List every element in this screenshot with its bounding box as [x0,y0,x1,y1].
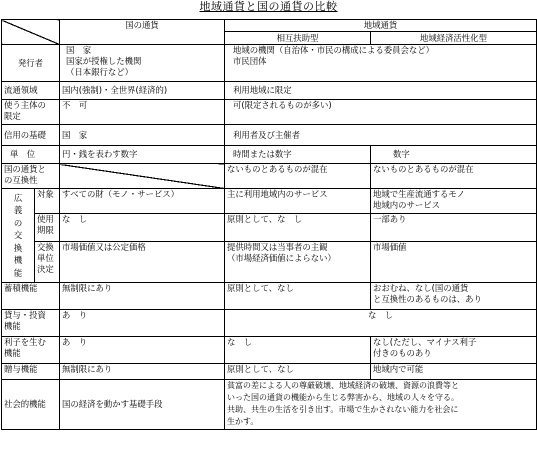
gift-national: 無制限にあり [60,364,225,380]
row-label-target: 対象 [35,189,60,214]
row-label-subject: 使う主体の 限定 [2,100,60,125]
trust-national: 国 家 [60,125,225,146]
target-national: すべての財（モノ・サービス） [60,189,225,214]
unit-national: 円・銭を表わす数字 [60,146,225,164]
period-mutual-aid: 原則として、な し [225,214,371,242]
exchangeability-national-na [60,164,225,189]
trust-local: 利用者及び主催者 [225,125,537,146]
row-label-circulation: 流通領域 [2,82,60,100]
row-label-storage: 蓄積機能 [2,283,60,310]
header-national: 国の通貨 [60,20,225,45]
circulation-local: 利用地域に限定 [225,82,537,100]
decision-national: 市場価値又は公定価格 [60,242,225,283]
interest-mutual-aid: な し [225,337,371,364]
storage-national: 無制限にあり [60,283,225,310]
loan-national: あ り [60,310,225,337]
circulation-national: 国内(強制)・全世界(経済的) [60,82,225,100]
storage-economic: おおむね、なし(国の通貨 と互換性のあるものは、あり [371,283,537,310]
header-local: 地域通貨 [225,20,537,32]
row-label-unit: 単 位 [2,146,60,164]
period-economic: 一部あり [371,214,537,242]
period-national: な し [60,214,225,242]
unit-mutual-aid: 時間または数字 [225,146,371,164]
header-economic: 地域経済活性化型 [371,32,537,45]
subject-national: 不 可 [60,100,225,125]
exchange-function-vertical-label: 広 義 の 交 換 機 能 [2,189,35,283]
row-label-interest: 利子を生む 機能 [2,337,60,364]
decision-economic: 市場価値 [371,242,537,283]
row-label-issuer: 発行者 [2,45,60,82]
social-local: 貧富の差による人の尊厳破壊、地域経済の破壊、資源の浪費等と いった国の通貨の機能から生じる弊害から、地域の人々を守る。 共助、共生の生活を引き出す。市場で生かされない能力を社会に 生かす。 [225,380,537,430]
gift-mutual-aid: 原則として、なし [225,364,371,380]
unit-economic: 数字 [371,146,537,164]
gift-economic: 地域内で可能 [371,364,537,380]
row-label-period: 使用 期限 [35,214,60,242]
interest-national: あ り [60,337,225,364]
comparison-table [1,19,537,430]
issuer-local: 地域の機関（自治体・市民の構成による委員会など） 市民団体 [225,45,537,82]
row-label-decision: 交換 単位 決定 [35,242,60,283]
issuer-national: 国 家 国家が授権した機関 （日本銀行など） [60,45,225,82]
loan-local: な し [225,310,537,337]
row-label-loan: 貸与・投資 機能 [2,310,60,337]
row-label-gift: 贈与機能 [2,364,60,380]
storage-mutual-aid: 原則として、なし [225,283,371,310]
interest-economic: なし(ただし、マイナス利子 付きのものあり [371,337,537,364]
decision-mutual-aid: 提供時間又は当事者の主観 （市場経済価値によらない） [225,242,371,283]
header-mutual-aid: 相互扶助型 [225,32,371,45]
exchangeability-mutual-aid: ないものとあるものが混在 [225,164,371,189]
social-national: 国の経済を動かす基礎手段 [60,380,225,430]
subject-local: 可(限定されるものが多い) [225,100,537,125]
row-label-exchangeability: 国の通貨と の互換性 [2,164,60,189]
page-title: 地域通貨と国の通貨の比較 [199,0,338,13]
row-label-trust: 信用の基礎 [2,125,60,146]
exchangeability-economic: ないものとあるものが混在 [371,164,537,189]
row-label-social: 社会的機能 [2,380,60,430]
target-mutual-aid: 主に利用地域内のサービス [225,189,371,214]
header-corner-cell [2,20,60,45]
target-economic: 地域で生産流通するモノ 地域内のサービス [371,189,537,214]
